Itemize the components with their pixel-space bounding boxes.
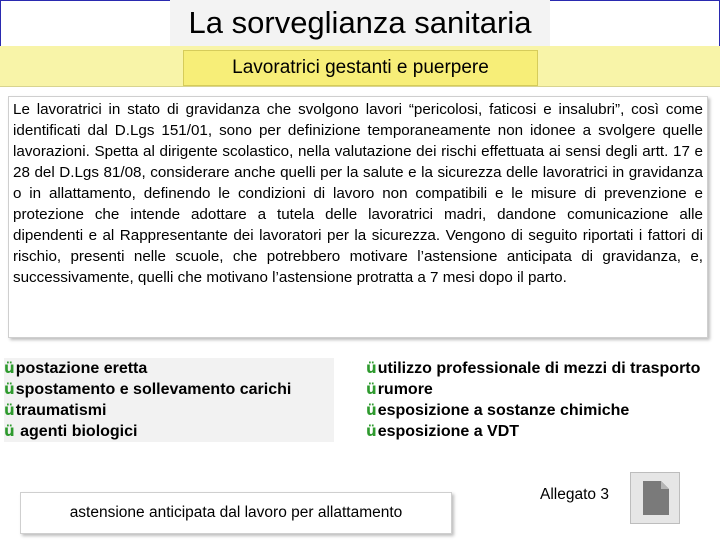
list-item: üpostazione eretta: [4, 359, 148, 377]
document-icon-graphic: [631, 473, 679, 523]
list-item: üutilizzo professionale di mezzi di trasporto: [366, 359, 701, 377]
list-item: ütraumatismi: [4, 401, 107, 419]
check-icon: ü: [366, 359, 377, 377]
risk-list-pregnancy: [4, 358, 334, 442]
risk-list-postpartum: [366, 358, 706, 442]
check-icon: ü: [4, 401, 15, 419]
attachment-label: Allegato 3: [540, 486, 609, 503]
check-icon: ü: [366, 401, 377, 419]
slide-subtitle: Lavoratrici gestanti e puerpere: [183, 50, 538, 86]
list-item: üesposizione a sostanze chimiche: [366, 401, 630, 419]
list-item: üspostamento e sollevamento carichi: [4, 380, 292, 398]
check-icon: ü: [366, 380, 377, 398]
check-icon: ü: [4, 359, 15, 377]
list-item: üesposizione a VDT: [366, 422, 520, 440]
breastfeeding-leave-link[interactable]: astensione anticipata dal lavoro per allattamento: [20, 492, 452, 534]
document-icon[interactable]: [630, 472, 680, 524]
check-icon: ü: [4, 422, 15, 440]
list-item: ü agenti biologici: [4, 422, 138, 440]
check-icon: ü: [4, 380, 15, 398]
slide-title: La sorveglianza sanitaria: [170, 0, 550, 46]
intro-paragraph: Le lavoratrici in stato di gravidanza che svolgono lavori “pericolosi, faticosi e insalubri”, così come identificati dal D.Lgs 151/01, sono per definizione temporaneamente non idonee a svolgere quelle lavorazioni. Spetta al dirigente scolastico, nella valutazione dei rischi effettuata ai sensi degli artt. 17 e 28 del D.Lgs 81/08, considerare anche quelli per la salute e la sicurezza delle lavoratrici in gravidanza o in allattamento, definendo le condizioni di lavoro non compatibili e le misure di prevenzione e protezione che intende adottare a tutela delle lavoratrici madri, dandone comunicazione alle dipendenti e al Rappresentante dei lavoratori per la sicurezza. Vengono di seguito riportati i fattori di rischio, presenti nelle scuole, che potrebbero motivare l’astensione anticipata di gravidanza, e, successivamente, quelli che motivano l’astensione protratta a 7 mesi dopo il parto.: [8, 96, 708, 338]
list-item: ürumore: [366, 380, 433, 398]
check-icon: ü: [366, 422, 377, 440]
